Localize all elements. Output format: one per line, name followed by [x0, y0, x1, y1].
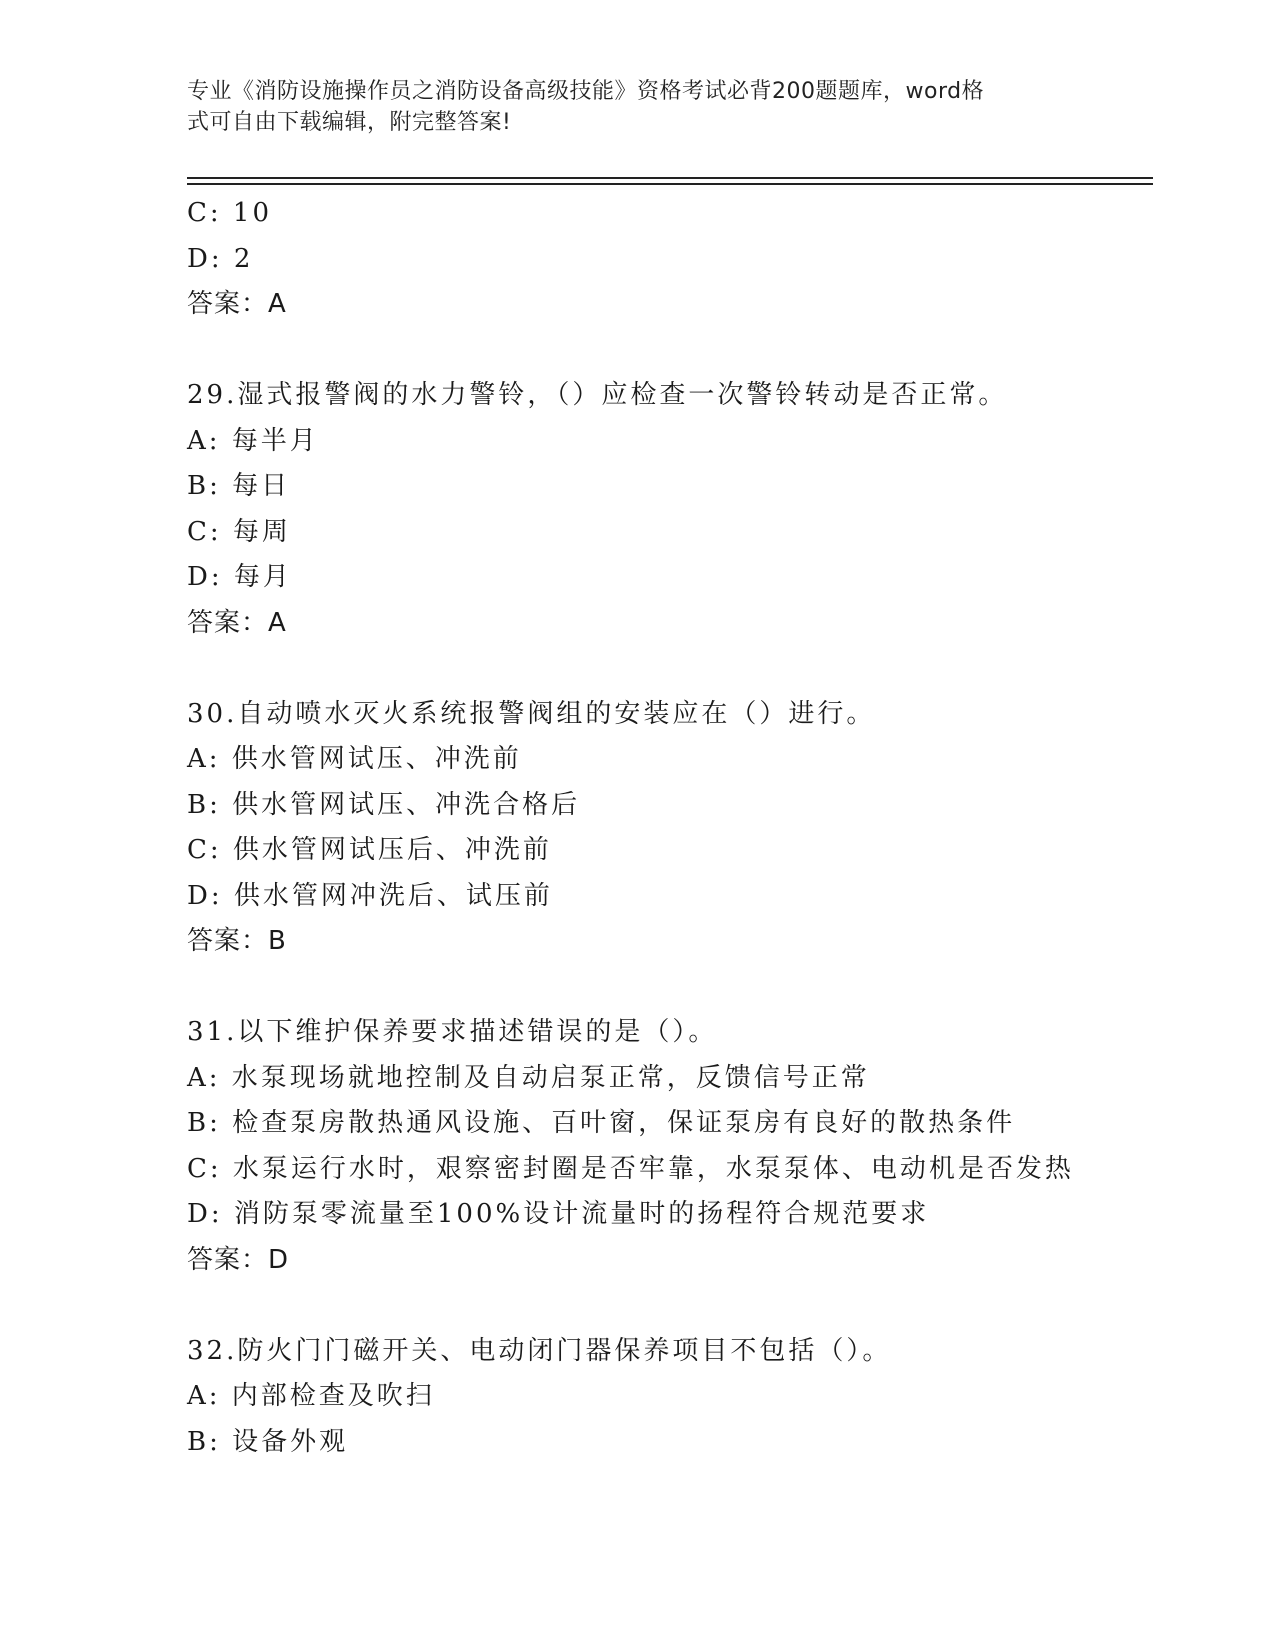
spacer: [187, 965, 1187, 1011]
option-d: D: 每月: [187, 562, 292, 592]
question-30: [187, 692, 1187, 965]
question-content: [187, 191, 1187, 1465]
spacer: [187, 1283, 1187, 1329]
option-b: B: 供水管网试压、冲洗合格后: [187, 789, 581, 820]
answer-line: 答案：D: [187, 1244, 290, 1275]
option-c: C: 10: [187, 198, 273, 228]
spacer: [187, 328, 1187, 374]
header-line-1: 专业《消防设施操作员之消防设备高级技能》资格考试必背200题题库，word格: [187, 79, 985, 104]
option-a: A: 内部检查及吹扫: [187, 1381, 435, 1411]
option-b: B: 每日: [187, 471, 291, 501]
answer-line: 答案：B: [187, 926, 287, 956]
option-b: B: 设备外观: [187, 1426, 349, 1457]
option-d: D: 2: [187, 243, 254, 274]
option-d: D: 消防泵零流量至100%设计流量时的扬程符合规范要求: [187, 1199, 930, 1229]
question-stem: 31.以下维护保养要求描述错误的是（）。: [187, 1017, 718, 1047]
option-b: B: 检查泵房散热通风设施、百叶窗，保证泵房有良好的散热条件: [187, 1108, 1016, 1138]
option-a: A: 供水管网试压、冲洗前: [187, 744, 522, 774]
question-29: [187, 373, 1187, 646]
question-stem: 30.自动喷水灭火系统报警阀组的安装应在（）进行。: [187, 698, 876, 729]
header-rule-bottom: [187, 183, 1153, 185]
answer-line: 答案：A: [187, 607, 287, 638]
answer-line: 答案：A: [187, 289, 287, 319]
option-a: A: 每半月: [187, 425, 319, 456]
header-rule-top: [187, 177, 1153, 179]
question-stem: 32.防火门门磁开关、电动闭门器保养项目不包括（）。: [187, 1335, 892, 1366]
spacer: [187, 646, 1187, 692]
option-c: C: 供水管网试压后、冲洗前: [187, 835, 552, 865]
question-stem: 29.湿式报警阀的水力警铃，（）应检查一次警铃转动是否正常。: [187, 380, 1008, 410]
option-a: A: 水泵现场就地控制及自动启泵正常，反馈信号正常: [187, 1062, 870, 1093]
header-line-2: 式可自由下载编辑，附完整答案!: [187, 110, 512, 135]
option-c: C: 水泵运行水时，艰察密封圈是否牢靠，水泵泵体、电动机是否发热: [187, 1153, 1074, 1184]
option-d: D: 供水管网冲洗后、试压前: [187, 880, 553, 911]
option-c: C: 每周: [187, 516, 291, 547]
question-28-tail: [187, 191, 1187, 328]
question-32: [187, 1329, 1187, 1466]
document-header: [187, 76, 1077, 138]
question-31: [187, 1010, 1187, 1283]
